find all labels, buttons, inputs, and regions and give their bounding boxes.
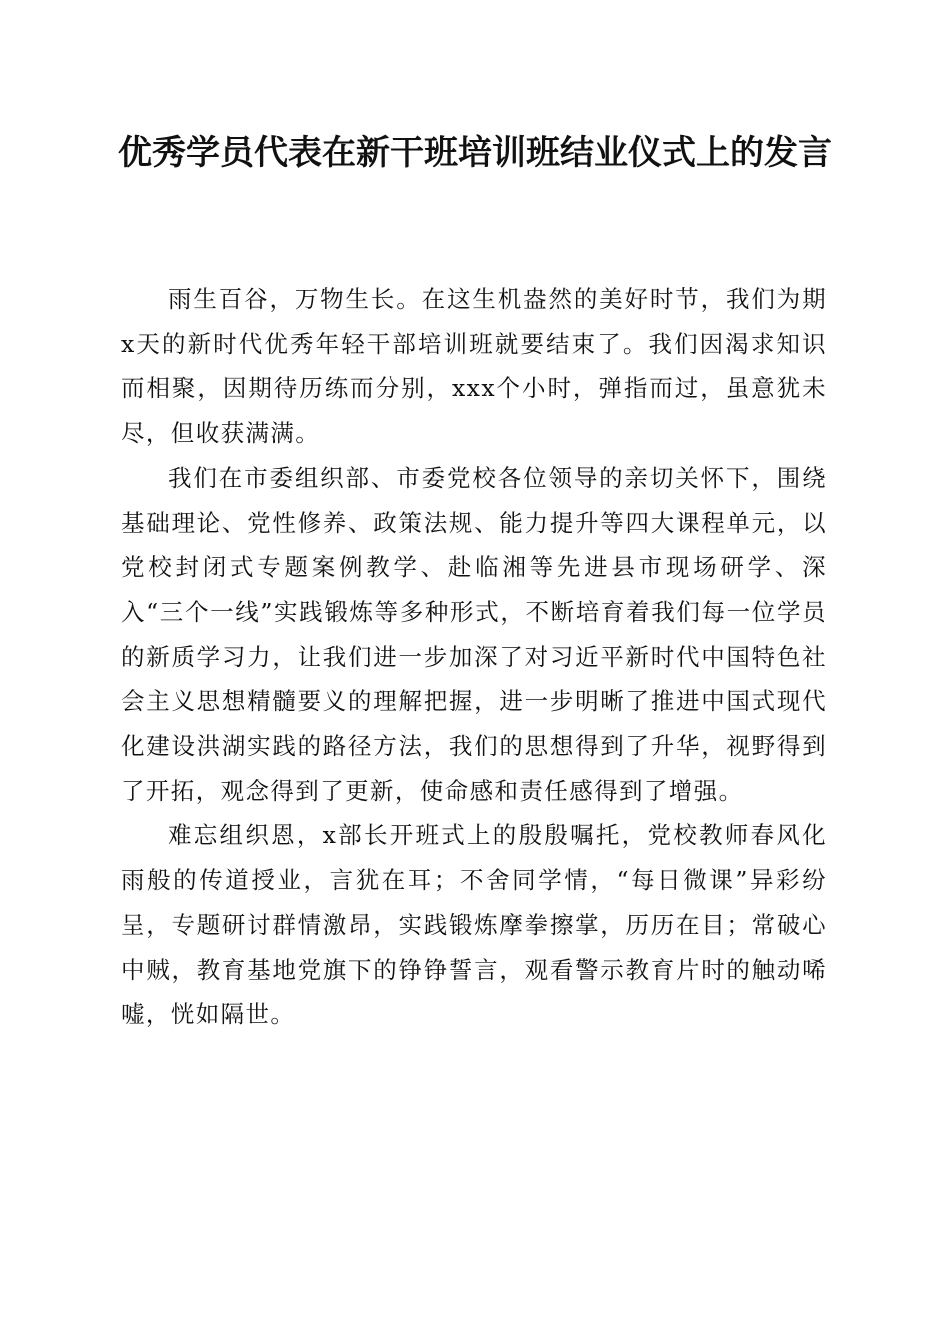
document-body — [121, 277, 827, 1037]
paragraph-1: 雨生百谷，万物生长。在这生机盎然的美好时节，我们为期x天的新时代优秀年轻干部培训班就要结束了。我们因渴求知识而相聚，因期待历练而分别，xxx个小时，弹指而过，虽意犹未尽，但收获满满。 — [121, 285, 827, 448]
paragraph-2: 我们在市委组织部、市委党校各位领导的亲切关怀下，围绕基础理论、党性修养、政策法规、能力提升等四大课程单元，以党校封闭式专题案例教学、赴临湘等先进县市现场研学、深入“三个一线”实践锻炼等多种形式，不断培育着我们每一位学员的新质学习力，让我们进一步加深了对习近平新时代中国特色社会主义思想精髓要义的理解把握，进一步明晰了推进中国式现代化建设洪湖实践的路径方法，我们的思想得到了升华，视野得到了开拓，观念得到了更新，使命感和责任感得到了增强。 — [121, 463, 827, 805]
document-title: 优秀学员代表在新干班培训班结业仪式上的发言 — [118, 133, 832, 173]
paragraph-3: 难忘组织恩，x部长开班式上的殷殷嘱托，党校教师春风化雨般的传道授业，言犹在耳；不舍同学情，“每日微课”异彩纷呈，专题研讨群情激昂，实践锻炼摩拳擦掌，历历在目；常破心中贼，教育基地党旗下的铮铮誓言，观看警示教育片时的触动唏嘘，恍如隔世。 — [121, 821, 827, 1029]
